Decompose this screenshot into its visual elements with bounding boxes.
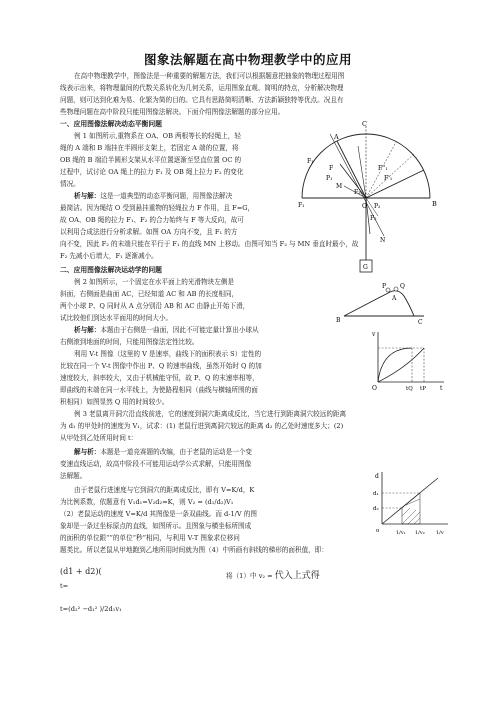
solution-2-text-1: 本题由于右侧是一曲面，因此不可能定量计算出小球从 — [100, 326, 259, 334]
solution-2-line-7: 积相同）如图显然 Q 用的时间较少。 — [60, 398, 169, 406]
fig2-label-p: P — [382, 283, 387, 290]
fig1-label-f1-left: F₁ — [298, 202, 305, 209]
solution-3-line-9: 题类比。所以老鼠从甲地跑到乙地所用时间就为图（4）中所画有斜线的梯形的面积值，即： — [60, 546, 328, 554]
solution-2-line-4: 比较在同一个 V-t 图像中作出 P、Q 的速率曲线，虽然开始时 Q 的加 — [60, 362, 262, 370]
solution-3-line-8: 的面积的单位跟“”的单位“秒”相同，与利用 V-T 图象求位移问 — [60, 534, 240, 542]
fig1-label-f2-top: F₂ — [354, 189, 361, 196]
solution-2-line-6: 即曲线的末端在同一水平线上，为使路程相同（曲线与横轴所围的面 — [60, 386, 258, 394]
formula-result: t=(d₂² −d₁² )/2d₁v₁ — [60, 605, 122, 613]
formula-t-prefix: t= — [60, 582, 69, 590]
fig2-label-c: C — [418, 319, 423, 326]
example-2-line-2: 斜面，右侧面是曲面 AC，已经知道 AC 和 AB 的长度相同， — [60, 290, 239, 298]
intro-line-2: 线表示出来，将物理量间的代数关系转化为几何关系，运用图象直观、简明的特点，分析解决物理 — [60, 84, 344, 92]
formula-time — [60, 566, 102, 577]
example-3-line-1: 例 3 老鼠离开洞穴沿直线前进，它的速度到洞穴距离成反比，当它进行到距离洞穴较远的距离 — [74, 410, 347, 418]
fig1-label-f1-prime: F'₁ — [384, 175, 393, 182]
solution-1-text-1: 这是一道典型的动态平衡问题，用图像法解决 — [100, 192, 233, 200]
solution-1-line-3: 故 OA、OB 绳的拉力 F₁、F₂ 的合力始终与 F 等大反向，故可 — [60, 216, 244, 224]
intro-line-4: 些物理问题在高中阶段只能用图像法解决。下面介绍图像法解题的部分应用。 — [60, 108, 285, 116]
solution-3-line-4: 由于老鼠行进速度与它到洞穴的距离成反比，即有 V=K/d，K — [74, 486, 255, 494]
example-1-line-5: 情况。 — [60, 180, 80, 188]
fig1-label-o: O — [362, 203, 367, 210]
solution-1-line-5: 向不变，因此 F₂ 的末端只能在平行于 F₁ 的直线 MN 上移动。由图可知当 F₂ 与 MN 垂直时最小，故 — [60, 240, 359, 248]
figure-2-block — [334, 282, 434, 326]
section-1-heading: 一、应用图像法解决动态平衡问题 — [60, 120, 162, 128]
fig3-label-tq: tQ — [406, 386, 413, 392]
fig1-label-f: F — [329, 165, 334, 172]
figure-3-vt-graph — [372, 328, 448, 392]
fig3-label-v: v — [372, 331, 376, 338]
formula-v2: v₂ = — [258, 572, 273, 580]
intro-line-3: 问题，则可达到化难为易、化繁为简的目的。它具有思路简明清晰、方法新颖独特等优点。况且有 — [60, 96, 344, 104]
solution-1-line-4: 以利用合成法进行分析求解。如图 OA 方向不变，且 F₁ 的方 — [60, 228, 238, 236]
solution-1-label: 析与解： — [74, 192, 101, 200]
fig1-label-p1: P₁ — [326, 175, 333, 182]
example-2-line-1: 例 2 如图所示，一个固定在水平面上的光滑物块左侧是 — [74, 278, 235, 286]
fig1-label-c: C — [362, 120, 367, 128]
solution-3-line-3: 法解题。 — [60, 472, 87, 480]
fig4-label-d2: d₂ — [373, 506, 379, 512]
solution-2-line-5: 速度较大，斜率较大，又由于机械能守恒，故 P、Q 的末速率相等， — [60, 374, 259, 382]
solution-3-line-7: 象却是一条过坐标原点的直线，如图所示。且图象与横坐标所围成 — [60, 522, 252, 530]
solution-3-line-5: 为比例系数，依题意有 V₁d₁=V₂d₂=K，则 V₂ = (d₁/d₂)V₁ — [60, 498, 234, 506]
fig4-label-x2: 1/v₂ — [415, 530, 425, 536]
fig1-label-f2: F₂ — [370, 215, 377, 222]
fig3-label-tp: tP — [420, 386, 426, 392]
solution-3-text-1: 本题是一道竞赛题的改编，由于老鼠的运动是一个变 — [100, 448, 253, 456]
fig4-label-o: o — [376, 528, 380, 534]
figure-4-d-inverse-v-graph — [372, 470, 452, 542]
fig4-label-inverse-v: 1/v — [436, 530, 444, 536]
example-2-line-4: 试比较他们到达水平面用的时间大小。 — [60, 314, 173, 322]
solution-1-line-2: 最简洁。因为绳结 O 受到悬挂重物的轻绳拉力 F 作用，且 F=G， — [60, 204, 255, 212]
formula-mid: 将（1）中 — [226, 572, 257, 580]
fig1-label-m: M — [336, 183, 343, 190]
solution-3-line-6: （2）老鼠运动的速度 V=K/d 其图像是一条双曲线。而 d-1/V 的图 — [60, 510, 257, 518]
solution-2-line-1 — [74, 325, 259, 336]
fig2-label-a: A — [392, 295, 397, 302]
solution-3-line-1 — [74, 447, 252, 458]
example-1-line-2: 绳的 A 端和 B 端挂在半圆形支架上，若固定 A 端的位置，将 — [60, 144, 239, 152]
fig1-label-n: N — [380, 237, 386, 244]
fig1-label-b: B — [432, 200, 437, 208]
fig1-label-f1-prime-prime: F''₁ — [378, 165, 388, 172]
solution-2-line-2: 右侧滚到地面的时间，只能用图像法定性比较。 — [60, 338, 199, 346]
example-1-line-3: OB 绳的 B 端沿半圆形支架从水平位置逐渐至竖直位置 OC 的 — [60, 156, 242, 164]
solution-2-line-3: 利用 V-t 图像（这里的 V 是速率，曲线下的面积表示 S）定性的 — [74, 350, 262, 358]
solution-1-line-6: F₂ 先减小后增大，F₁ 逐渐减小。 — [60, 252, 158, 260]
fig4-label-d: d — [375, 473, 379, 480]
figure-1-force-diagram — [296, 118, 438, 282]
fig2-label-b: B — [336, 317, 341, 324]
example-2-line-3: 两个小球 P、Q 同时从 A 点分别沿 AB 和 AC 由静止开始下滑， — [60, 302, 250, 310]
fig4-label-d1: d₁ — [373, 491, 379, 497]
solution-3-line-2: 变速直线运动，故高中阶段不可能用运动学公式求解，只能用图像 — [60, 460, 252, 468]
fig1-label-p2: P₂ — [374, 203, 381, 210]
fig4-label-x1: 1/v₁ — [396, 530, 406, 536]
solution-3-label: 解与析： — [74, 448, 101, 456]
example-1-line-4: 过程中，试讨论 OA 绳上的拉力 F₁ 及 OB 绳上拉力 F₂ 的变化 — [60, 168, 244, 176]
fig2-label-q: Q — [400, 283, 405, 290]
fig3-label-t: t — [440, 385, 443, 392]
section-2-heading: 二、应用图像法解决运动学的问题 — [60, 266, 162, 274]
formula-tail: 代入上式得 — [274, 571, 320, 581]
example-1-line-1: 例 1 如图所示,重物系在 OA、OB 两根等长的轻绳上，轻 — [74, 132, 241, 140]
solution-1-line-1 — [74, 191, 232, 202]
formula-expr: (d1 + d2)( — [60, 567, 102, 576]
fig1-label-f1: F₁ — [307, 158, 314, 165]
intro-line-1: 在高中物理教学中，图像法是一种重要的解题方法，我们可以根据题意把抽象的物理过程用图 — [74, 72, 345, 80]
formula-substitution-text — [226, 571, 320, 582]
page-title: 图象法解题在高中物理教学中的应用 — [143, 52, 352, 67]
example-3-line-2: 为 d₁ 的甲处时的速度为 V₁，试求：(1) 老鼠行进到离洞穴较远的距离 d₂ 的乙处时速度多大；(2) — [60, 422, 344, 430]
fig3-label-o: O — [372, 385, 377, 392]
example-3-line-3: 从甲处到乙处所用时间 t： — [60, 434, 138, 442]
fig1-label-a: A — [334, 133, 339, 141]
solution-2-label: 析与解： — [74, 326, 101, 334]
fig1-label-g: G — [363, 264, 368, 271]
